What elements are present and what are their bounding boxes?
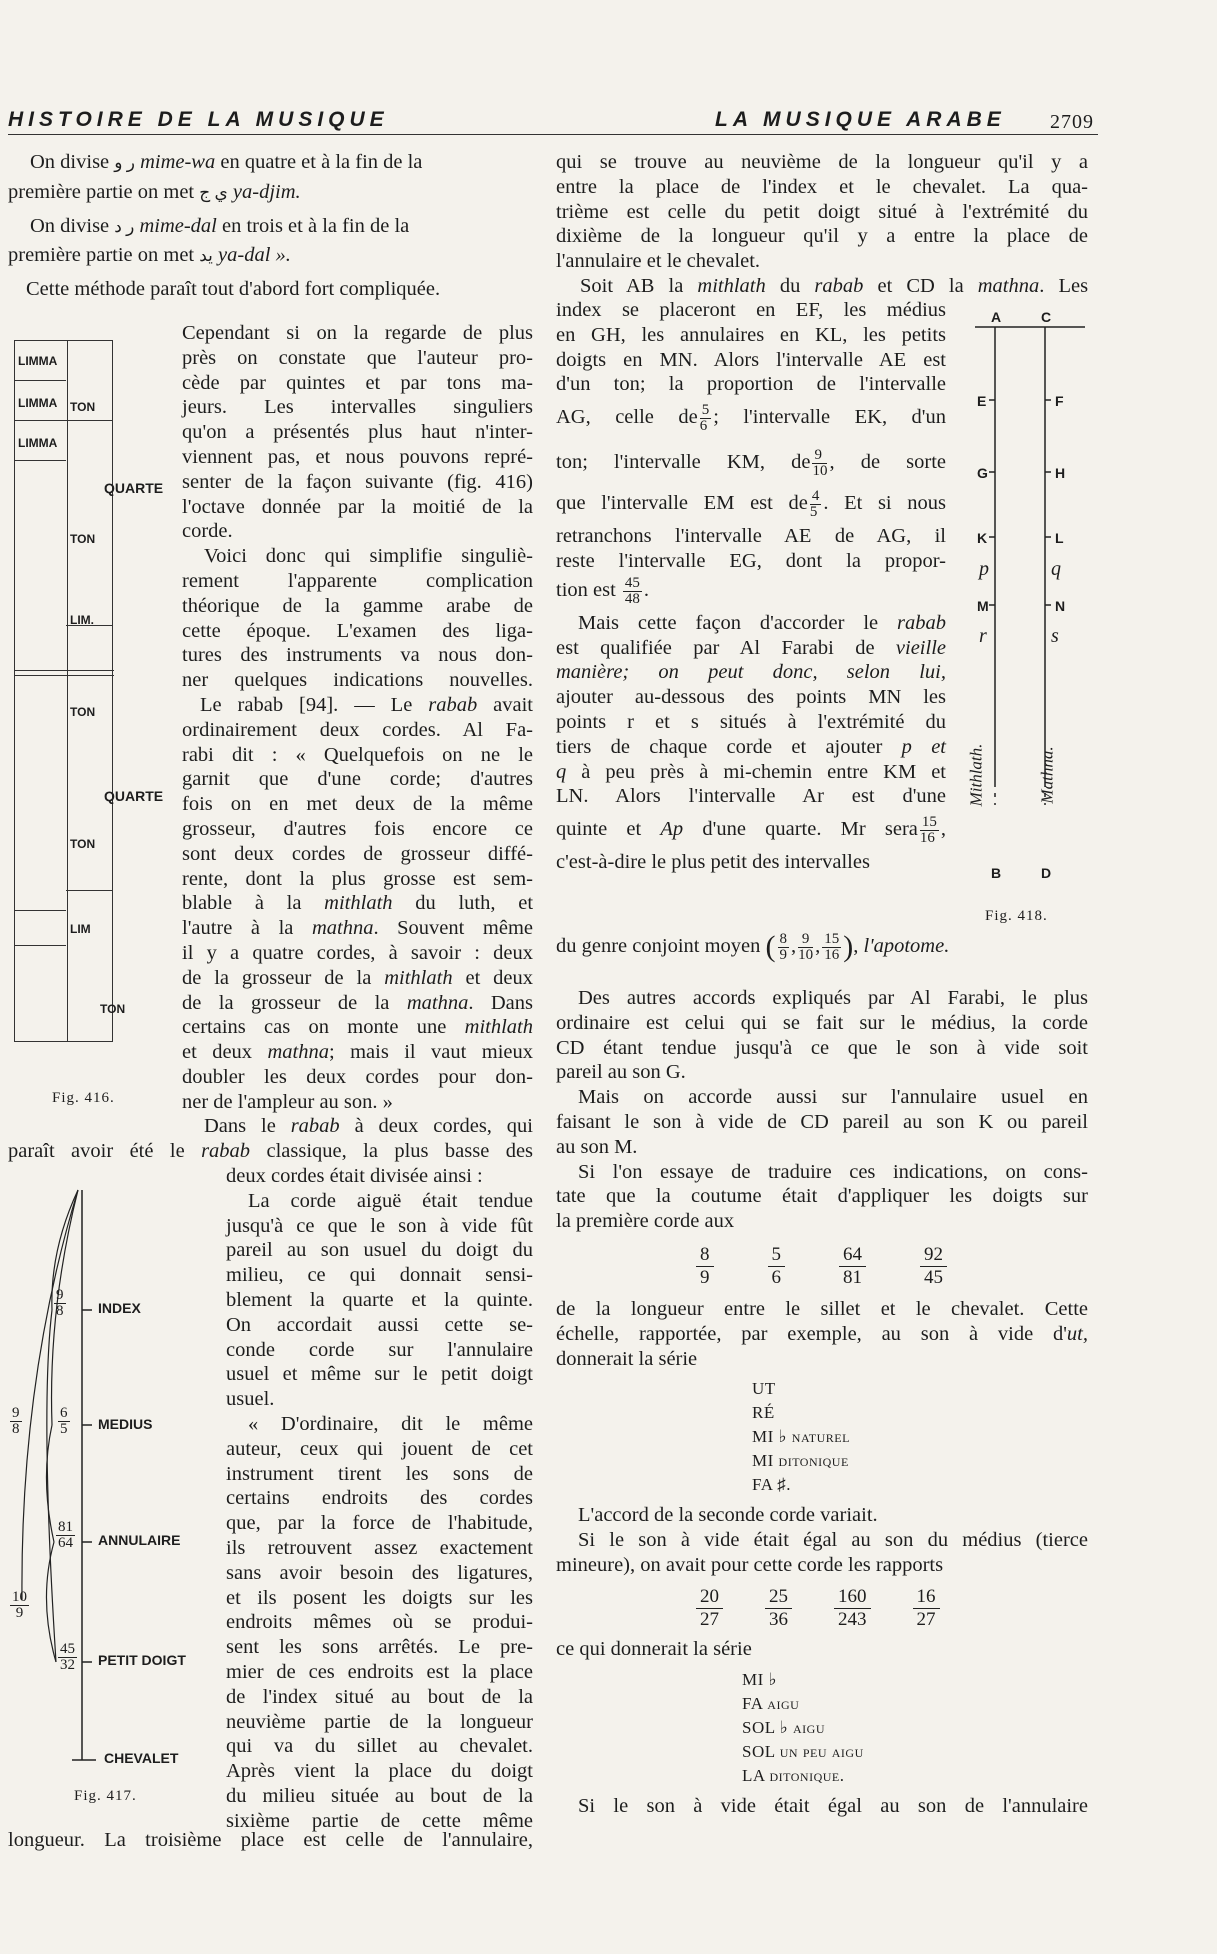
label-chevalet: CHEVALET (104, 1750, 179, 1766)
figure-418 (966, 305, 1085, 905)
label-ton: TON (70, 837, 96, 851)
ratio: 25 36 (765, 1586, 792, 1631)
point-label: N (1055, 598, 1066, 614)
point-label: r (979, 625, 987, 647)
string-name: Mathna. (1037, 746, 1057, 804)
ratio-row (696, 1244, 1088, 1289)
left-column-last-line: longueur. La troisième place est celle de l'annulaire, (8, 1829, 533, 1851)
fraction: $\frac{45}{32}$ (60, 1641, 75, 1673)
right-column-genre: du genre conjoint moyen ( $\frac{8}{9}$ , $\frac{9}{10}$ , $\frac{15}{16}$ ), l'apotome. (556, 930, 950, 964)
label-ton: TON (70, 705, 96, 719)
label-ton: TON (100, 1002, 126, 1016)
ratio: 92 45 (920, 1244, 947, 1289)
text-line: première partie on met ﻳﺪ ya-dal ». (8, 244, 291, 267)
text-line: première partie on met ﻱ ﺝ ya-djim. (8, 180, 301, 203)
label-index: INDEX (98, 1300, 141, 1316)
string-diagram (975, 305, 1085, 865)
label-ton: TON (70, 532, 96, 546)
figure-418-caption: Fig. 418. (985, 908, 1048, 924)
running-header-left: HISTOIRE DE LA MUSIQUE (8, 108, 389, 131)
fraction: $\frac{9}{8}$ (12, 1405, 20, 1437)
point-label: A (991, 309, 1002, 325)
label-quarte: QUARTE (104, 788, 164, 804)
label-ton: TON (70, 400, 96, 414)
label-quarte: QUARTE (104, 480, 164, 496)
fraction: $\frac{81}{64}$ (58, 1519, 73, 1551)
fraction: $\frac{9}{8}$ (56, 1287, 64, 1319)
string-name: Mithlath. (966, 743, 986, 807)
finger-diagram (0, 1180, 230, 1790)
point-label: K (977, 530, 988, 546)
label-medius: MEDIUS (98, 1416, 153, 1432)
left-column-narrow: Cependant si on la regarde de plus près on constate que l'auteur pro- cède par quintes et par tons ma- jeurs. Les intervalles singuliers qu'on a présentés plus haut n'inter- viennent pas, et nous pouvons repré- senter de la façon suivante (fig. 416) l'octave donnée par la moitié de la corde. Voici donc qui simplifie singuliè- rement l'apparente complication théorique de la gamme arabe de cette époque. L'examen des liga- tures des instruments va nous don- ner quelques indications nouvelles. Le rabab [94]. — Le rabab avait ordinairement deux cordes. Al Fa- rabi dit : « Quelquefois on ne le garnit que d'une corde; d'autres fois on en met deux de la même grosseur, d'autres fois encore ce sont deux cordes de grosseur diffé- rente, dont la plus grosse est sem- blable à la mithlath du luth, et l'autre à la mathna. Souvent même il y a quatre cordes, à savoir : deux de la grosseur de la mithlath et deux de la grosseur de la mathna. Dans certains cas on monte une mithlath et deux mathna; mais il vaut mieux doubler les deux cordes pour don- ner de l'ampleur au son. » (182, 322, 534, 1113)
label-petit-doigt: PETIT DOIGT (98, 1652, 186, 1668)
label-limma: LIMMA (18, 396, 58, 410)
point-label: B (991, 865, 1002, 881)
point-label: p (979, 558, 989, 580)
point-label: L (1055, 530, 1064, 546)
running-header-right: LA MUSIQUE ARABE (715, 108, 1006, 131)
right-column-narrow: index se placeront en EF, les médius en GH, les annulaires en KL, les petits doigts en MN. Alors l'intervalle AE est d'un ton; la proportion de l'intervalle AG, celle de $\frac{5}{6}$ ; l'intervalle EK, d'un ton; l'intervalle KM, de $\frac{9}{10}$ , de sorte que l'intervalle EM est de $\frac{4}{5}$ . Et si nous retranchons l'intervalle AE de AG, il reste l'intervalle EG, dont la propor- tion est $\frac{45}{48}$ . Mais cette façon d'accorder le rabab est qualifiée par Al Farabi de vieille manière; on peut donc, selon lui, ajouter au-dessous des points MN les points r et s situés à l'extrémité du tiers de chaque corde et ajouter p et q à peu près à mi-chemin entre KM et LN. Alors l'intervalle Ar est d'une quinte et Ap d'une quarte. Mr sera $\frac{15}{16}$ , c'est-à-dire le plus petit des intervalles (556, 299, 947, 874)
ratio: 16 27 (913, 1586, 940, 1631)
figure-416 (12, 340, 172, 1080)
right-column-top: qui se trouve au neuvième de la longueur qu'il y a entre la place de l'index et le chevalet. La qua- trième est celle du petit doigt situé à l'extrémité du dixième de la longueur qu'il y a entre la place de l'annulaire et le chevalet. Soit AB la mithlath du rabab et CD la mathna. Les (556, 151, 1089, 297)
label-annulaire: ANNULAIRE (98, 1532, 181, 1548)
point-label: q (1051, 558, 1061, 580)
ratio: 64 81 (839, 1244, 866, 1289)
ratio-row (696, 1586, 1088, 1631)
label-limma: LIMMA (18, 354, 58, 368)
fraction: $\frac{10}{9}$ (12, 1589, 27, 1621)
point-label: F (1055, 393, 1064, 409)
note-series-2: MI ♭ FA aigu SOL ♭ aigu SOL un peu aigu LA ditonique. (742, 1669, 864, 1785)
point-label: D (1041, 865, 1052, 881)
text-line: On divise ﺭ ﻭ mime-wa en quatre et à la fin de la (30, 151, 423, 173)
figure-417 (0, 1180, 230, 1790)
page-number: 2709 (1050, 111, 1094, 133)
header-rule (8, 134, 1098, 135)
note-series-1: UT RÉ MI ♭ naturel MI ditonique FA ♯. (752, 1379, 850, 1495)
ratio: 20 27 (696, 1586, 723, 1631)
point-label: s (1051, 625, 1059, 647)
ratio: 5 6 (768, 1244, 786, 1289)
point-label: H (1055, 465, 1066, 481)
left-column-rabab: Dans le rabab à deux cordes, qui paraît avoir été le rabab classique, la plus basse des (8, 1115, 534, 1162)
figure-416-caption: Fig. 416. (52, 1090, 115, 1106)
figure-417-caption: Fig. 417. (74, 1788, 137, 1804)
left-column-top (8, 150, 533, 302)
point-label: M (977, 598, 989, 614)
left-column-fig417-text: deux cordes était divisée ainsi : La corde aiguë était tendue jusqu'à ce que le son à vide fût pareil au son usuel du doigt du milieu, ce qui donnait sensi- blement la quarte et la quinte. On accordait aussi cette se- conde corde sur l'annulaire usuel et même sur le petit doigt usuel. « D'ordinaire, dit le même auteur, ceux qui jouent de cet instrument tirent les sons de certains endroits des cordes que, par la force de l'habitude, ils retrouvent assez exactement sans avoir besoin des ligatures, et ils posent les doigts sur les endroits mêmes où se produi- sent les sons arrêtés. Le pre- mier de ces endroits est la place de l'index situé au bout de la neuvième partie de la longueur qui va du sillet au chevalet. Après vient la place du doigt du milieu située au bout de la sixième partie de cette même (226, 1165, 533, 1832)
label-limma: LIMMA (18, 436, 58, 450)
ratio: 160 243 (834, 1586, 871, 1631)
point-label: C (1041, 309, 1052, 325)
fraction: $\frac{6}{5}$ (60, 1405, 68, 1437)
label-lim: LIM. (70, 613, 94, 627)
label-lim: LIM (70, 922, 91, 936)
text-line: Cette méthode paraît tout d'abord fort compliquée. (26, 278, 441, 301)
right-column-lower: Des autres accords expliqués par Al Farabi, le plus ordinaire est celui qui se fait sur le médius, la corde CD étant tendue jusqu'à ce que le son à vide soit pareil au son G. Mais on accorde aussi sur l'annulaire usuel en faisant le son à vide de CD pareil au son K ou pareil au son M. Si l'on essaye de traduire ces indications, on cons- tate que la coutume était d'appliquer les doigts sur la première corde aux 8 9 5 6 64 81 92 45 de la longueur entre le sillet et le chevalet. Cette échelle, rapportée, par exemple, au son à vide d'ut, donnerait la série UT RÉ MI ♭ naturel MI ditonique FA ♯. L'accord de la seconde corde variait. Si le son à vide était égal au son du médius (tierce mineure), on avait pour cette corde les rapports 20 27 25 36 160 243 16 27 ce qui donnerait la série MI ♭ FA aigu SOL ♭ aigu SOL un peu aigu LA ditonique. Si le son à vide était égal au son de l'annulaire (556, 987, 1088, 1817)
ratio: 8 9 (696, 1244, 714, 1289)
point-label: E (977, 393, 987, 409)
point-label: G (977, 465, 988, 481)
text-line: On divise ﺭ ﺩ mime-dal en trois et à la fin de la (30, 214, 410, 237)
